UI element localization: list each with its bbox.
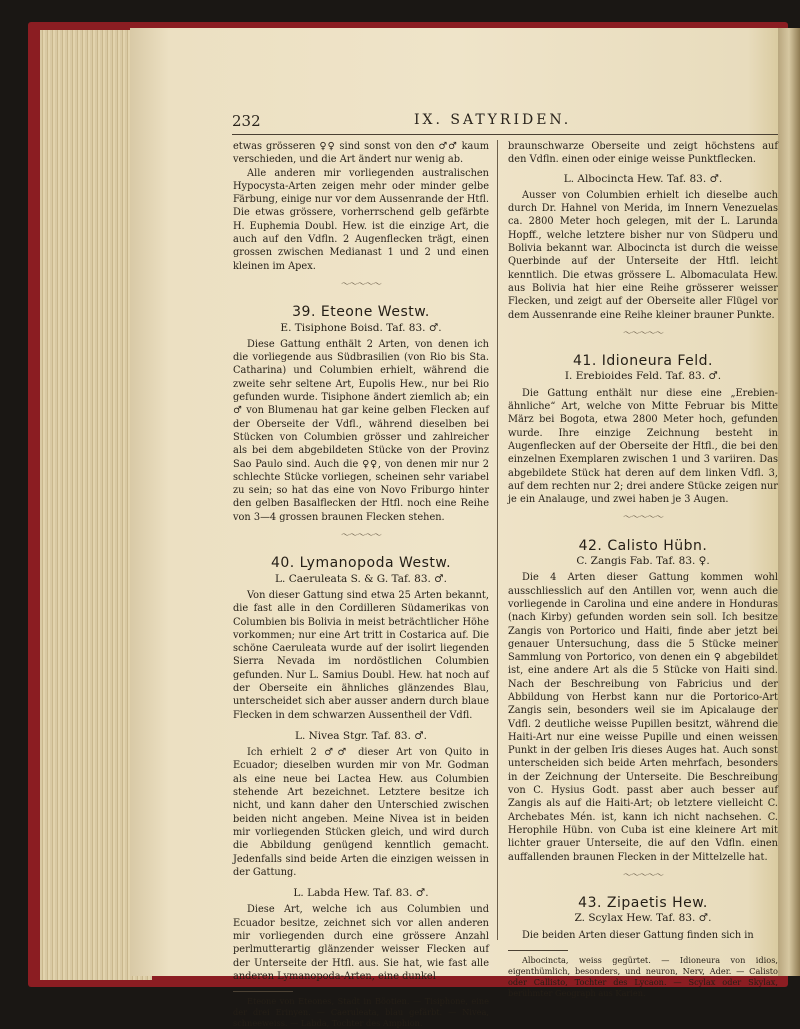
paragraph: Die beiden Arten dieser Gattung finden sich in <box>522 929 754 941</box>
paragraph: Alle anderen mir vorliegenden australischen Hypocysta-Arten zeigen mehr oder minder gelbe Färbung, einige nur vor dem Aussenrande der Htfl. Die etwas grössere, vorherrschend gelb gefärbte H. Euphemia Doubl. Hew. ist die einzige Art, die auch auf den Vdfln. 2 Augenflecken trägt, einen grossen zwischen Medianast 1 und 2 und einen kleinen im Apex. <box>233 167 489 272</box>
ornament-divider: 〜〜〜〜〜 <box>622 870 663 881</box>
paragraph: Diese Gattung enthält 2 Arten, von denen ich die vorliegende aus Südbrasilien (von Rio bis Sta. Catharina) und Columbien erhielt, während die zweite sehr seltene Art, Eupolis Hew., nur bei Rio gefunden wurde. Tisiphone ändert ziemlich ab; ein ♂ von Blumenau hat gar keine gelben Flecken auf der Oberseite der Vdfl., während dieselben bei Stücken von Columbien grösser und zahlreicher als bei dem abgebildeten Stücke von der Provinz Sao Paulo sind. Auch die ♀♀, von denen mir nur 2 schlechte Stücke vorliegen, scheinen sehr variabel zu sein; so hat das eine von Novo Friburgo hinter den gelben Basalflecken der Htfl. noch eine Reihe von 3—4 grossen braunen Flecken stehen. <box>233 338 489 523</box>
paragraph: Die 4 Arten dieser Gattung kommen wohl ausschliesslich auf den Antillen vor, wenn auch die vorliegende in Carolina und eine andere in Honduras (nach Kirby) gefunden worden sein soll. Ich besitze Zangis von Portorico und Haiti, finde aber jetzt bei genauer Untersuchung, dass die 5 Stücke meiner Sammlung von Portorico, von denen ein ♀ abgebildet ist, eine andere Art als die 5 Stücke von Haiti sind. Nach der Beschreibung von Fabricius und der Abbildung von Herbst kann nur die Portorico-Art Zangis sein, besonders weil sie im Apicalauge der Vdfl. 2 deutliche weisse Pupillen besitzt, während die Haiti-Art nur eine weisse Pupille und einen weissen Punkt in der gelben Iris dieses Auges hat. Auch sonst unterscheiden sich beide Arten mehrfach, besonders in der Zeichnung der Unterseite. Die Beschreibung von C. Hysius Godt. passt aber auch besser auf Zangis als auf die Haiti-Art; ob letztere vielleicht C. Archebates Mén. ist, kann ich nicht nachsehen. C. Herophile Hübn. von Cuba ist eine kleinere Art mit lichter grauer Unterseite, die auf den Vdfln. einen auffallenden braunen Flecken in der Mittelzelle hat. <box>508 572 778 863</box>
page-number: 232 <box>232 112 261 130</box>
ornament-divider: 〜〜〜〜〜 <box>340 531 381 542</box>
footnote: Eteone von Eteones, Stadt in Böotien. — Tisiphone, eine der drei Erinyen. — Caeruleata, blau gefärbt. — Nivea, schneeweiss. — Labda, Tochter des Amphion. <box>233 996 489 1029</box>
species-heading: Z. Scylax Hew. Taf. 83. ♂. <box>574 912 712 925</box>
section-heading-41: 41. Idioneura Feld. <box>573 353 713 370</box>
ornament-divider: 〜〜〜〜〜 <box>622 328 663 339</box>
section-heading-40: 40. Lymanopoda Westw. <box>270 555 452 572</box>
paragraph: Die Gattung enthält nur diese eine „Erebien-ähnliche“ Art, welche von Mitte Februar bis Mitte März bei Bogota, etwa 2800 Meter hoch, gefunden wurde. Ihre einzige Zeichnung besteht in Augenflecken auf der Oberseite der Htfl., die bei den einzelnen Exemplaren zwischen 1 und 3 variiren. Das abgebildete Stück hat deren auf dem linken Vdfl. 3, auf dem rechten nur 2; drei andere Stücke zeigen nur je ein Analauge, und zwei haben je 3 Augen. <box>508 387 778 506</box>
footnote-rule <box>508 950 568 951</box>
header-rule <box>232 134 778 135</box>
species-heading: C. Zangis Fab. Taf. 83. ♀. <box>576 555 710 568</box>
species-heading: L. Nivea Stgr. Taf. 83. ♂. <box>294 729 428 742</box>
left-column <box>233 140 489 1029</box>
ornament-divider: 〜〜〜〜〜 <box>622 513 663 524</box>
paragraph: Ich erhielt 2 ♂♂ dieser Art von Quito in Ecuador; dieselben wurden mir von Mr. Godman als eine neue bei Lactea Hew. aus Columbien stehende Art bezeichnet. Letztere besitze ich nicht, und kann daher den Unterschied zwischen beiden nicht angeben. Meine Nivea ist in beiden mir vorliegenden Stücken gleich, und wird durch die Abbildung genügend kenntlich gemacht. Jedenfalls sind beide Arten die einzigen weissen in der Gattung. <box>233 747 489 878</box>
section-heading-39: 39. Eteone Westw. <box>292 304 430 321</box>
ornament-divider: 〜〜〜〜〜 <box>340 279 381 290</box>
footnote: Albocincta, weiss gegürtet. — Idioneura von idios, eigenthümlich, besonders, und neuron, Nerv, Ader. — Calisto oder Callisto, Tochter des Lycaon. — Scylax oder Skylax, berühmter Geograph aus Karien. <box>508 955 778 999</box>
species-heading: E. Tisiphone Boisd. Taf. 83. ♂. <box>280 321 442 334</box>
paragraph: Ausser von Columbien erhielt ich dieselbe auch durch Dr. Hahnel von Merida, im Innern Venezuelas ca. 2800 Meter hoch gelegen, mit der L. Larunda Hopff., welche letztere bisher nur von Südperu und Bolivia bekannt war. Albocincta ist durch die weisse Querbinde auf der Unterseite der Htfl. leicht kenntlich. Die etwas grössere L. Albomaculata Hew. aus Bolivia hat hier eine Reihe grösserer weisser Flecken, und zeigt auf der Oberseite aller Flügel vor dem Aussenrande eine Reihe kleiner brauner Punkte. <box>508 189 778 321</box>
species-heading: I. Erebioides Feld. Taf. 83. ♂. <box>564 370 722 383</box>
footnote-rule <box>233 991 293 992</box>
paragraph: braunschwarze Oberseite und zeigt höchstens auf den Vdfln. einen oder einige weisse Punktflecken. <box>508 141 778 166</box>
species-heading: L. Albocincta Hew. Taf. 83. ♂. <box>563 172 723 185</box>
page-header <box>232 112 780 132</box>
right-column <box>508 140 778 999</box>
section-heading-42: 42. Calisto Hübn. <box>578 537 708 554</box>
column-divider <box>497 140 498 940</box>
paragraph: Diese Art, welche ich aus Columbien und Ecuador besitze, zeichnet sich vor allen anderen mir vorliegenden durch eine grössere Anzahl perlmutterartig glänzender weisser Flecken auf der Unterseite der Htfl. aus. Sie hat, wie fast alle anderen Lymanopoda-Arten, eine dunkel <box>233 904 489 982</box>
section-heading-43: 43. Zipaetis Hew. <box>578 895 708 912</box>
paragraph: etwas grösseren ♀♀ sind sonst von den ♂♂ kaum verschieden, und die Art ändert nur wenig ab. <box>233 141 489 166</box>
paragraph: Von dieser Gattung sind etwa 25 Arten bekannt, die fast alle in den Cordilleren Südamerikas von Columbien bis Bolivia in meist beträchtlicher Höhe vorkommen; nur eine Art tritt in Costarica auf. Die schöne Caeruleata wurde auf der isolirt liegenden Sierra Nevada im nordöstlichen Columbien gefunden. Nur L. Samius Doubl. Hew. hat noch auf der Oberseite ein ähnliches glänzendes Blau, unterscheidet sich aber ausser andern durch blaue Flecken in dem schwarzen Aussentheil der Vdfl. <box>233 589 489 721</box>
species-heading: L. Labda Hew. Taf. 83. ♂. <box>293 887 429 900</box>
facing-page-edge <box>778 28 800 976</box>
running-title: IX. SATYRIDEN. <box>414 112 572 128</box>
species-heading: L. Caeruleata S. & G. Taf. 83. ♂. <box>275 572 447 585</box>
